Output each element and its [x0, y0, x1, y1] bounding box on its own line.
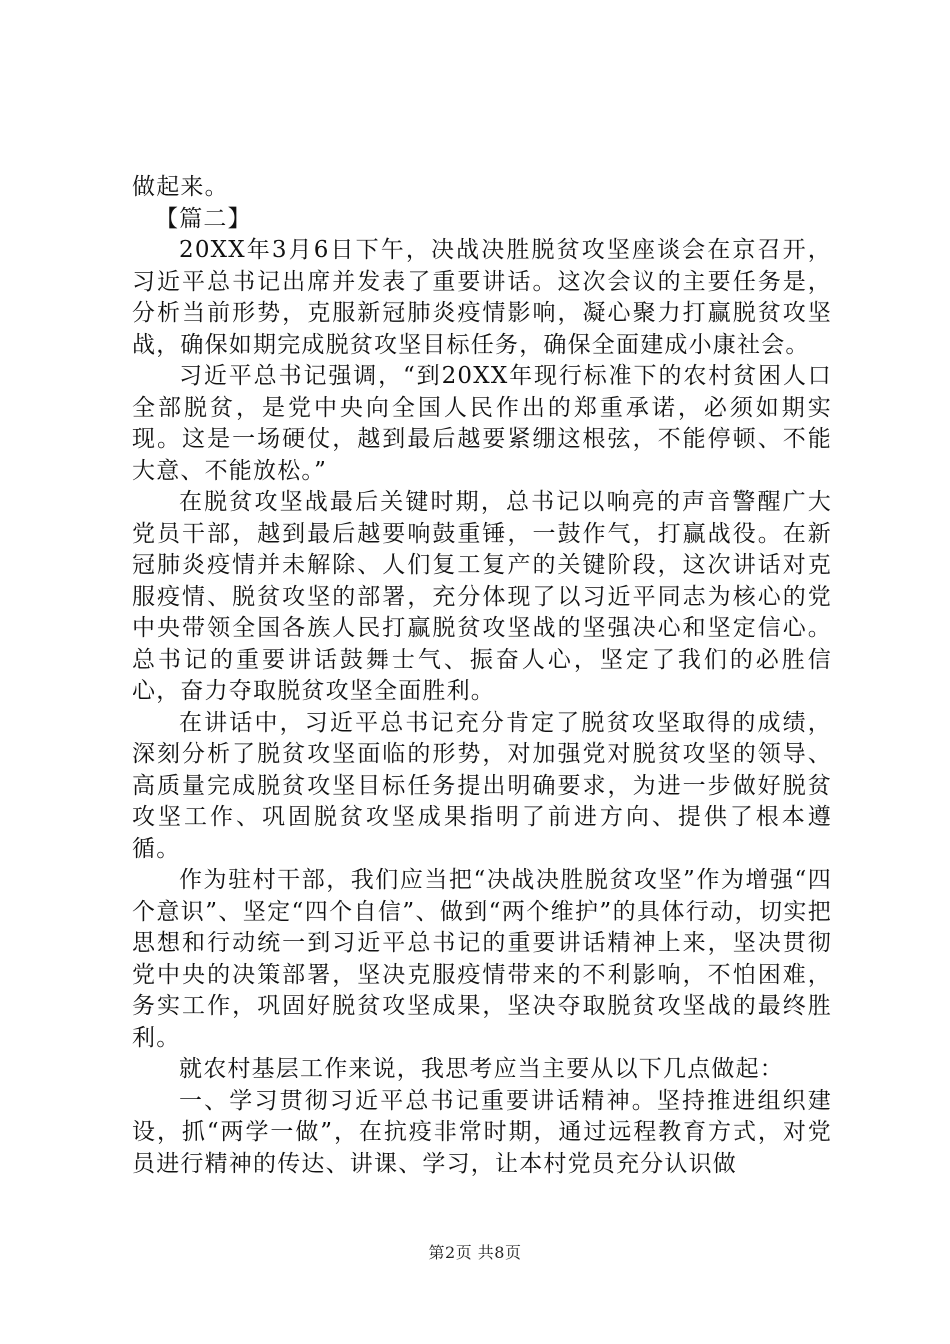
paragraph: 20XX年3月6日下午，决战决胜脱贫攻坚座谈会在京召开，习近平总书记出席并发表了重要讲话。这次会议的主要任务是，分析当前形势，克服新冠肺炎疫情影响，凝心聚力打赢脱贫攻坚战，确保如期完成脱贫攻坚目标任务，确保全面建成小康社会。 [132, 237, 832, 358]
continuation-line: 做起来。 [132, 174, 229, 200]
section-heading: 【篇二】 [155, 205, 252, 232]
paragraph: 作为驻村干部，我们应当把“决战决胜脱贫攻坚”作为增强“四个意识”、坚定“四个自信”、做到“两个维护”的具体行动，切实把思想和行动统一到习近平总书记的重要讲话精神上来，坚决贯彻党中央的决策部署，坚决克服疫情带来的不利影响，不怕困难，务实工作，巩固好脱贫攻坚成果，坚决夺取脱贫攻坚战的最终胜利。 [132, 867, 832, 1051]
paragraph: 在脱贫攻坚战最后关键时期，总书记以响亮的声音警醒广大党员干部，越到最后越要响鼓重锤，一鼓作气，打赢战役。在新冠肺炎疫情并未解除、人们复工复产的关键阶段，这次讲话对克服疫情、脱贫攻坚的部署，充分体现了以习近平同志为核心的党中央带领全国各族人民打赢脱贫攻坚战的坚强决心和坚定信心。总书记的重要讲话鼓舞士气、振奋人心，坚定了我们的必胜信心，奋力夺取脱贫攻坚全面胜利。 [132, 489, 832, 704]
paragraph: 习近平总书记强调，“到20XX年现行标准下的农村贫困人口全部脱贫，是党中央向全国人民作出的郑重承诺，必须如期实现。这是一场硬仗，越到最后越要紧绷这根弦，不能停顿、不能大意、不能放松。” [132, 363, 832, 484]
paragraph: 在讲话中，习近平总书记充分肯定了脱贫攻坚取得的成绩，深刻分析了脱贫攻坚面临的形势，对加强党对脱贫攻坚的领导、高质量完成脱贫攻坚目标任务提出明确要求，为进一步做好脱贫攻坚工作、巩固脱贫攻坚成果指明了前进方向、提供了根本遵循。 [132, 709, 832, 862]
document-body [132, 172, 832, 1180]
page-number-footer: 第2页 共8页 [428, 1243, 522, 1262]
paragraph: 一、学习贯彻习近平总书记重要讲话精神。坚持推进组织建设，抓“两学一做”，在抗疫非常时期，通过远程教育方式，对党员进行精神的传达、讲课、学习，让本村党员充分认识做 [132, 1087, 832, 1177]
paragraph: 就农村基层工作来说，我思考应当主要从以下几点做起： [179, 1056, 784, 1082]
